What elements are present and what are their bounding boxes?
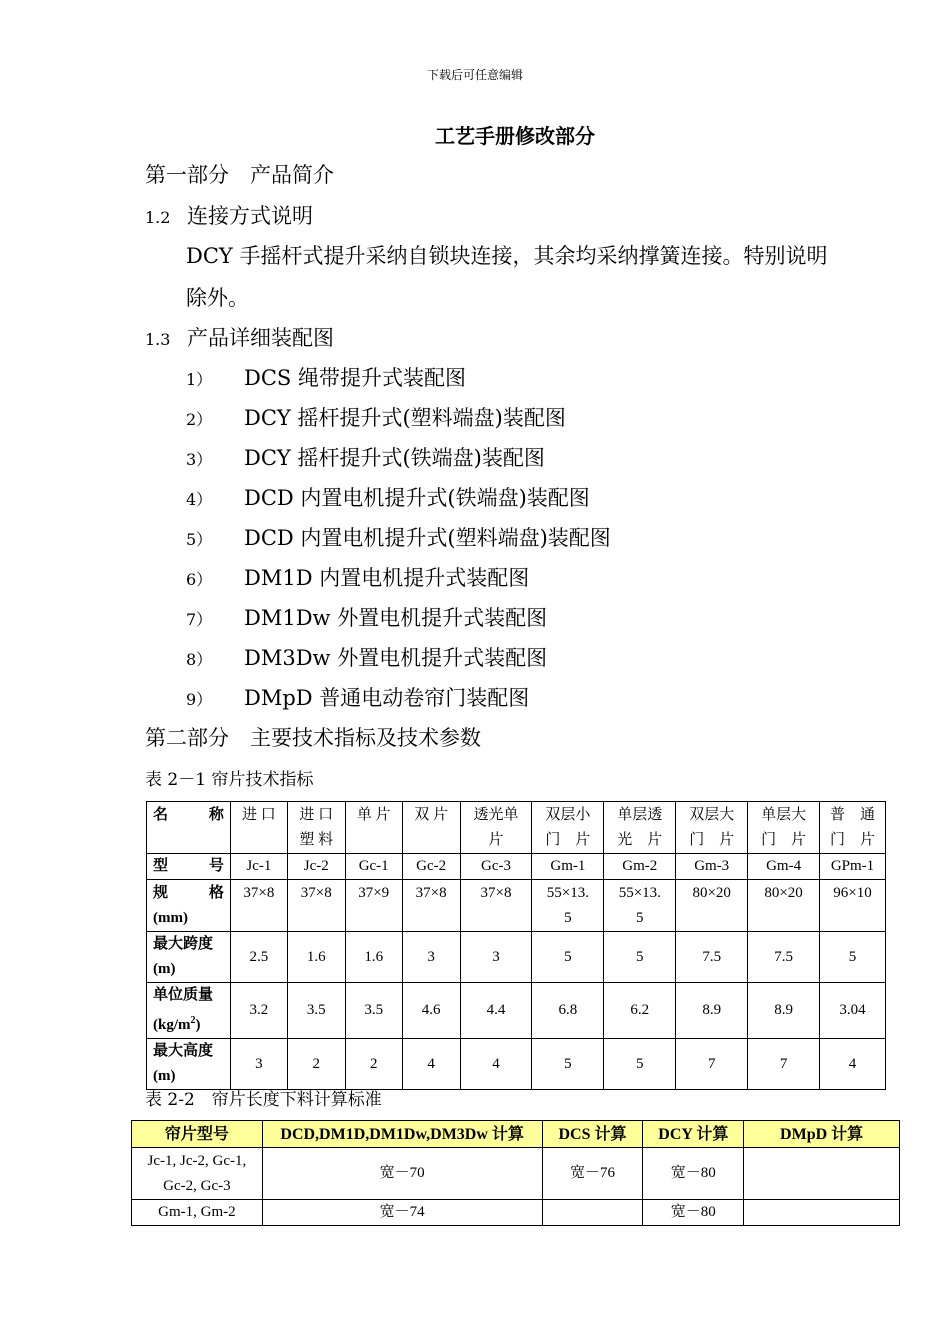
table-row [147, 854, 886, 880]
table-cell [744, 1200, 900, 1226]
table-cell: 3.04 [820, 983, 886, 1039]
item-text: DCY 摇杆提升式(铁端盘)装配图 [244, 446, 545, 470]
table-cell: 80×20 [748, 880, 820, 932]
item-text: DMpD 普通电动卷帘门装配图 [244, 686, 530, 710]
table-cell: 8.9 [676, 983, 748, 1039]
table-cell: 4.6 [402, 983, 460, 1039]
table-cell: 5 [820, 932, 886, 983]
table-cell: Gm-1, Gm-2 [132, 1200, 263, 1226]
curtain-spec-table [146, 801, 886, 1090]
table-cell: 双层大 门 片 [676, 802, 748, 854]
table-cell: 宽－80 [643, 1148, 744, 1200]
table-cell: 宽－80 [643, 1200, 744, 1226]
table-cell: 6.8 [532, 983, 604, 1039]
item-text: DCD 内置电机提升式(铁端盘)装配图 [244, 486, 590, 510]
table-cell: 4 [460, 1039, 532, 1090]
table-cell: 4.4 [460, 983, 532, 1039]
table-cell: 55×13. 5 [532, 880, 604, 932]
paragraph-line-1: DCY 手摇杆式提升采纳自锁块连接，其余均采纳撑簧连接。特别说明 [186, 244, 828, 268]
table-row [132, 1200, 900, 1226]
section-number: 1.2 [145, 208, 171, 227]
row-header-name: 名 称 [147, 802, 231, 854]
list-item [186, 482, 590, 512]
table-cell: Gm-2 [604, 854, 676, 880]
table-cell: Gm-4 [748, 854, 820, 880]
table-cell: 单 片 [345, 802, 402, 854]
table-cell: GPm-1 [820, 854, 886, 880]
table-cell: 3 [230, 1039, 287, 1090]
list-item [186, 362, 466, 392]
item-text: DM1D 内置电机提升式装配图 [244, 566, 530, 590]
table-cell: 进 口 塑 料 [287, 802, 345, 854]
table-cell: 37×8 [230, 880, 287, 932]
part2-heading: 第二部分 主要技术指标及技术参数 [145, 726, 481, 750]
table-row [147, 983, 886, 1039]
table-cell: 3 [460, 932, 532, 983]
item-number: 2） [186, 410, 213, 429]
table2-caption: 表 2-2 帘片长度下料计算标准 [145, 1090, 382, 1110]
column-header: DCY 计算 [643, 1121, 744, 1148]
list-item [186, 442, 545, 472]
table-cell: 1.6 [287, 932, 345, 983]
item-number: 6） [186, 570, 213, 589]
table-cell: 5 [604, 932, 676, 983]
table-cell: 2 [287, 1039, 345, 1090]
item-number: 8） [186, 650, 213, 669]
table-row [147, 1039, 886, 1090]
section-1-3 [145, 322, 334, 352]
list-item [186, 682, 529, 712]
column-header: DMpD 计算 [744, 1121, 900, 1148]
table-cell: 37×8 [402, 880, 460, 932]
part1-heading: 第一部分 产品简介 [145, 163, 334, 187]
table-cell: 进 口 [230, 802, 287, 854]
document-title: 工艺手册修改部分 [435, 124, 595, 148]
table-cell: 宽－74 [262, 1200, 542, 1226]
table-cell: 2.5 [230, 932, 287, 983]
column-header: 帘片型号 [132, 1121, 263, 1148]
table-cell: 单层大 门 片 [748, 802, 820, 854]
section-number: 1.3 [145, 330, 171, 349]
item-number: 3） [186, 450, 213, 469]
section-title: 产品详细装配图 [187, 326, 334, 350]
table-cell: 6.2 [604, 983, 676, 1039]
column-header: DCS 计算 [542, 1121, 643, 1148]
item-text: DCD 内置电机提升式(塑料端盘)装配图 [244, 526, 611, 550]
table-cell: 37×8 [287, 880, 345, 932]
table-cell: 单层透 光 片 [604, 802, 676, 854]
page-header: 下载后可任意编辑 [426, 68, 523, 82]
list-item [186, 522, 611, 552]
table-cell: 37×9 [345, 880, 402, 932]
item-number: 5） [186, 530, 213, 549]
row-header-max-height: 最大高度 (m) [147, 1039, 231, 1090]
row-header-max-span: 最大跨度 (m) [147, 932, 231, 983]
table-cell: 3.2 [230, 983, 287, 1039]
table-cell: 96×10 [820, 880, 886, 932]
item-number: 1） [186, 370, 213, 389]
item-number: 4） [186, 490, 213, 509]
table-cell: 5 [532, 932, 604, 983]
table-cell: 透光单 片 [460, 802, 532, 854]
table-cell: 7.5 [748, 932, 820, 983]
table1-caption: 表 2－1 帘片技术指标 [145, 770, 314, 790]
table-cell: 55×13. 5 [604, 880, 676, 932]
table-cell: 2 [345, 1039, 402, 1090]
section-1-2 [145, 200, 313, 230]
list-item [186, 642, 547, 672]
table-cell: 7 [676, 1039, 748, 1090]
paragraph-line-2: 除外。 [186, 286, 249, 310]
item-number: 9） [186, 690, 213, 709]
table-cell: 37×8 [460, 880, 532, 932]
table-cell: 3.5 [287, 983, 345, 1039]
table-cell: 3 [402, 932, 460, 983]
table-cell: 8.9 [748, 983, 820, 1039]
table-cell: 4 [402, 1039, 460, 1090]
table-cell: Jc-1, Jc-2, Gc-1, Gc-2, Gc-3 [132, 1148, 263, 1200]
row-header-unit-mass: 单位质量 $(kg/m^2)$ [147, 983, 231, 1039]
item-text: DM1Dw 外置电机提升式装配图 [244, 606, 548, 630]
table-row [132, 1148, 900, 1200]
table-cell: Gm-3 [676, 854, 748, 880]
table-cell: 普 通 门 片 [820, 802, 886, 854]
table-cell: 7 [748, 1039, 820, 1090]
table-cell [744, 1148, 900, 1200]
table-cell: 7.5 [676, 932, 748, 983]
table-cell: 双层小 门 片 [532, 802, 604, 854]
cut-length-table [131, 1120, 900, 1226]
table-row [147, 802, 886, 854]
table-cell: 1.6 [345, 932, 402, 983]
list-item [186, 562, 529, 592]
row-header-spec: 规 格 (mm) [147, 880, 231, 932]
item-text: DM3Dw 外置电机提升式装配图 [244, 646, 548, 670]
table-row [147, 880, 886, 932]
item-number: 7） [186, 610, 213, 629]
table-cell: 双 片 [402, 802, 460, 854]
list-item [186, 602, 547, 632]
table-row [147, 932, 886, 983]
table-cell: Gc-1 [345, 854, 402, 880]
item-text: DCS 绳带提升式装配图 [244, 366, 466, 390]
table-header-row [132, 1121, 900, 1148]
table-cell: 5 [532, 1039, 604, 1090]
table-cell: 宽－70 [262, 1148, 542, 1200]
table-cell: 3.5 [345, 983, 402, 1039]
table-cell: 宽－76 [542, 1148, 643, 1200]
list-item [186, 402, 566, 432]
table-cell: Jc-1 [230, 854, 287, 880]
table-cell: 4 [820, 1039, 886, 1090]
row-header-type: 型 号 [147, 854, 231, 880]
section-title: 连接方式说明 [187, 204, 313, 228]
table-cell [542, 1200, 643, 1226]
item-text: DCY 摇杆提升式(塑料端盘)装配图 [244, 406, 566, 430]
table-cell: 5 [604, 1039, 676, 1090]
table-cell: Gc-3 [460, 854, 532, 880]
table-cell: Gc-2 [402, 854, 460, 880]
table-cell: Jc-2 [287, 854, 345, 880]
column-header: DCD,DM1D,DM1Dw,DM3Dw 计算 [262, 1121, 542, 1148]
table-cell: Gm-1 [532, 854, 604, 880]
table-cell: 80×20 [676, 880, 748, 932]
